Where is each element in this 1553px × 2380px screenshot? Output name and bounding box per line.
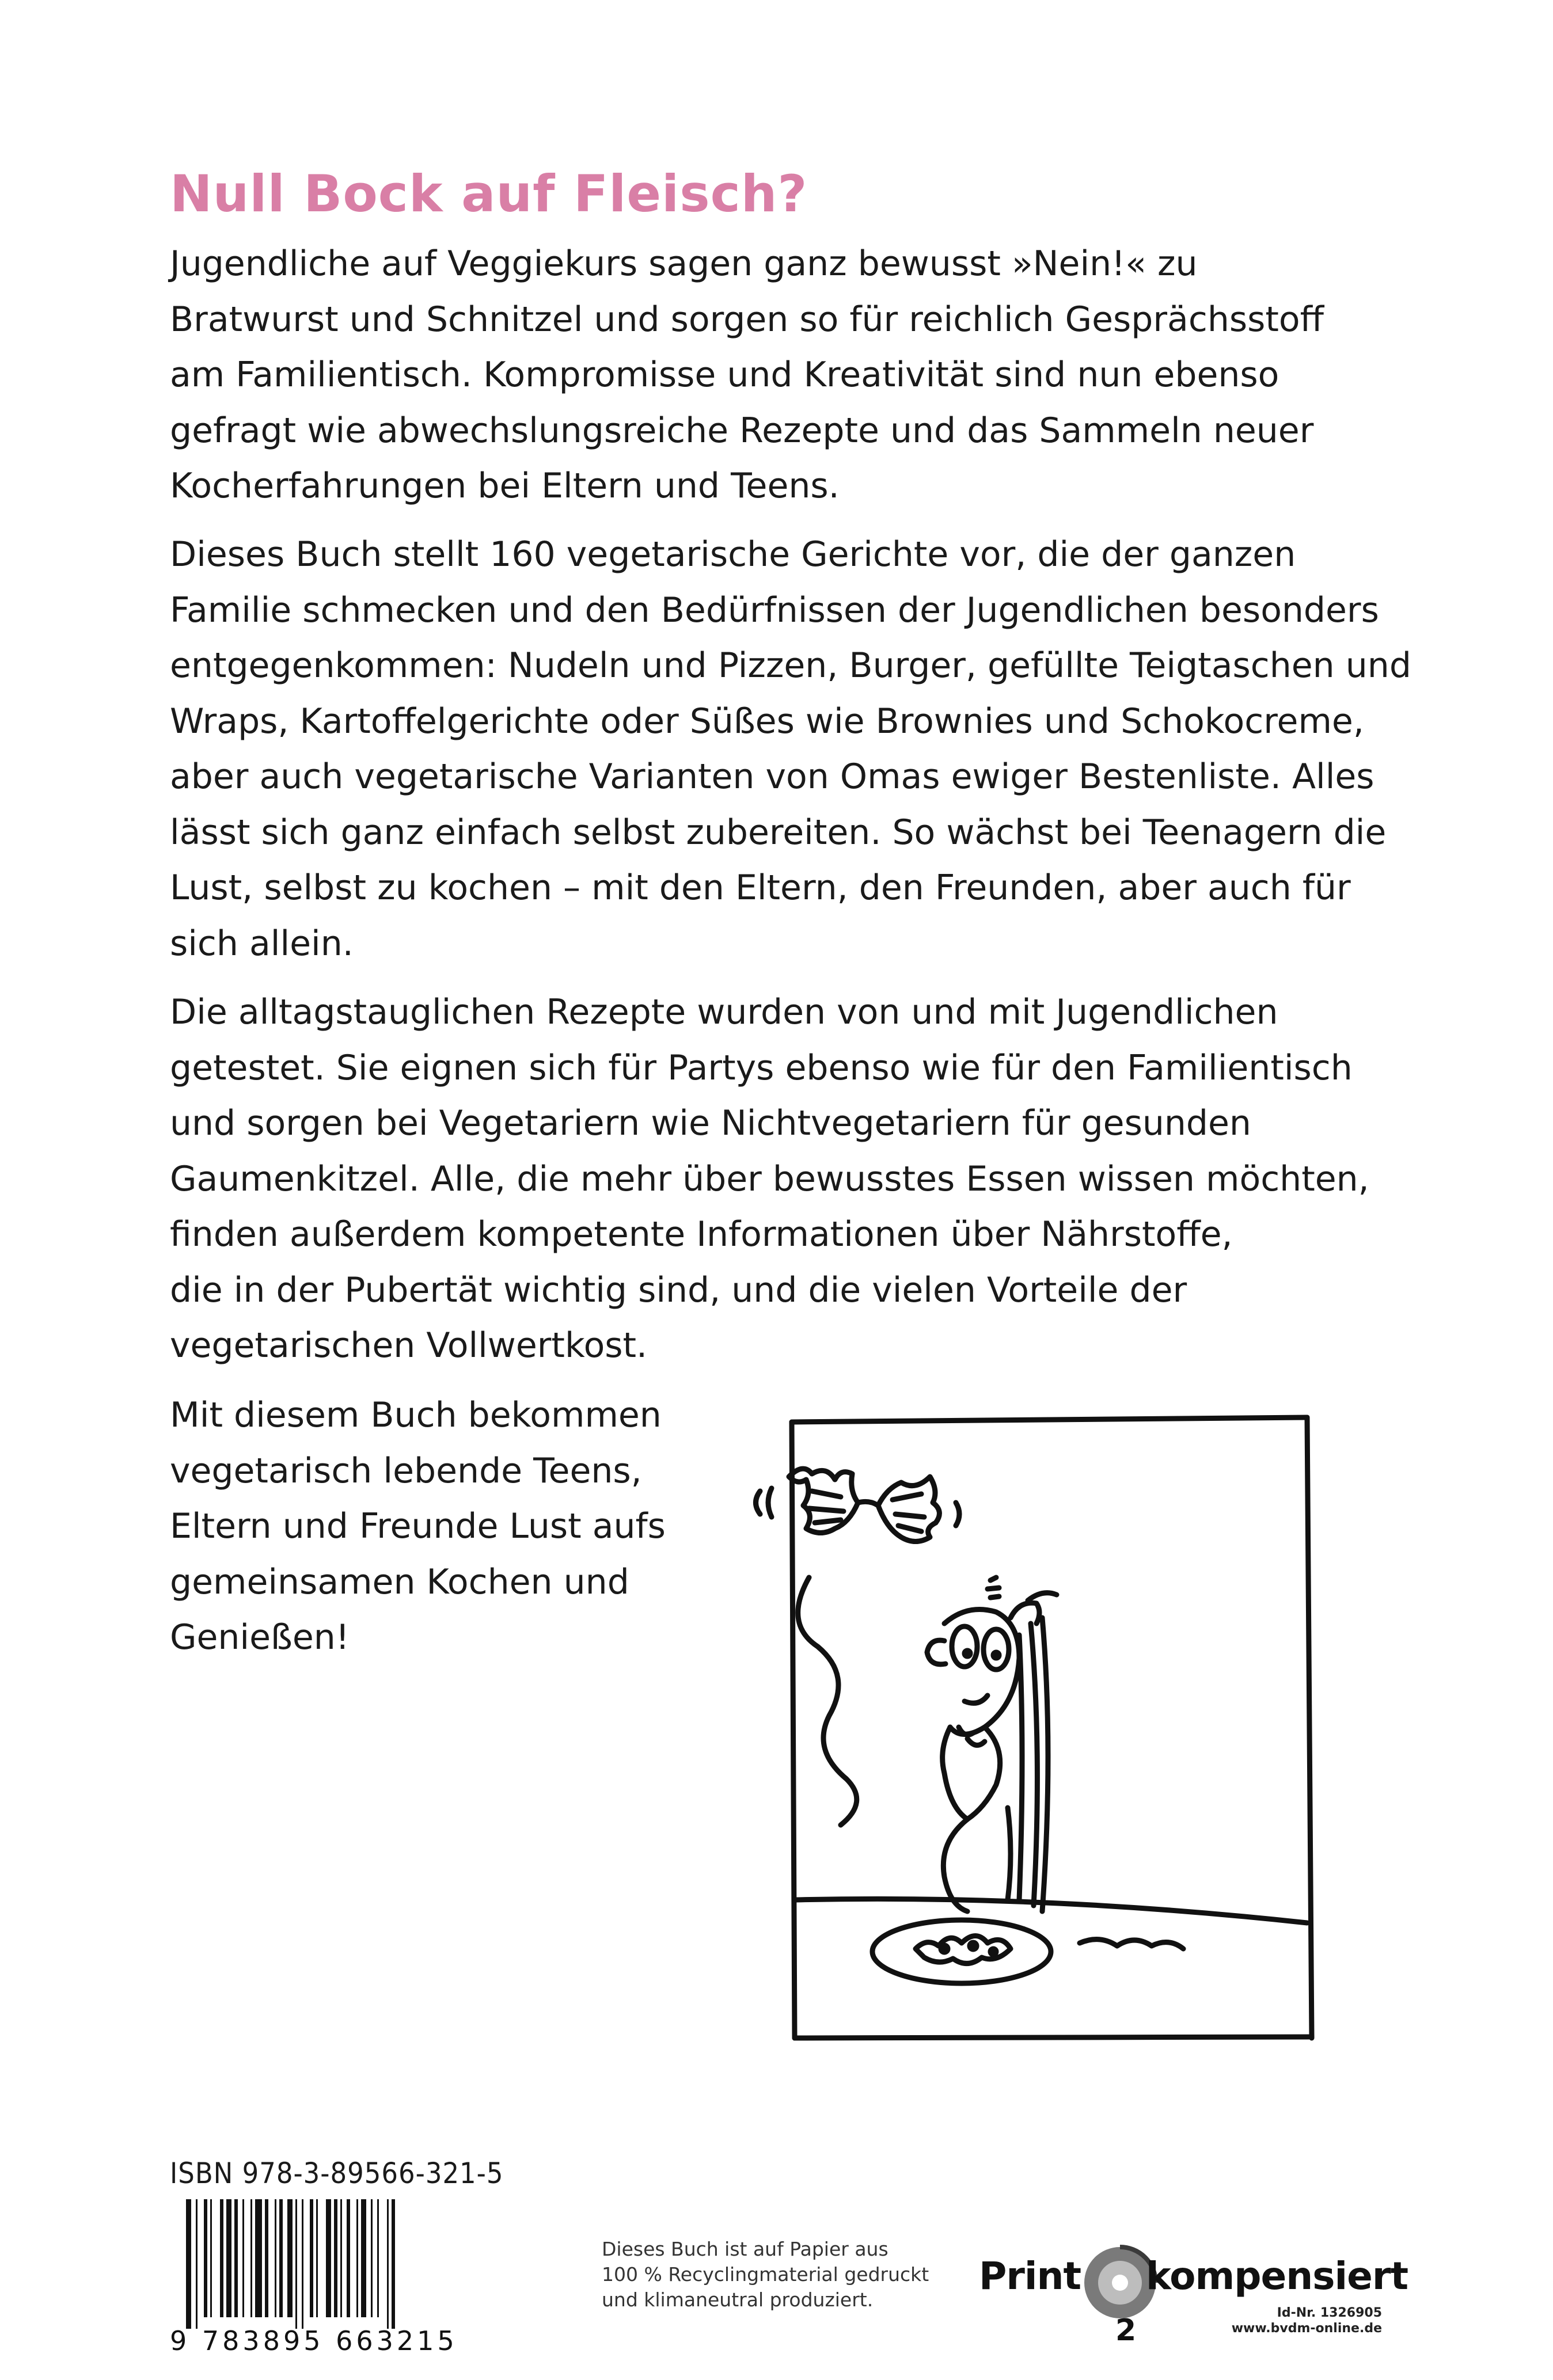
paper-note-line: 100 % Recyclingmaterial gedruckt — [602, 2263, 929, 2286]
barcode-bar — [377, 2199, 379, 2317]
paragraph-recipes — [170, 527, 1411, 971]
frame-right — [1307, 1417, 1312, 2038]
barcode-bar — [295, 2199, 297, 2329]
barcode-bar — [316, 2199, 318, 2317]
table-edge — [795, 1899, 1307, 1923]
barcode-bar — [255, 2199, 262, 2317]
text-line: Familie schmecken und den Bedürfnissen der Jugendlichen besonders — [170, 590, 1379, 630]
text-line: gemeinsamen Kochen und — [170, 1561, 629, 1602]
barcode-bar — [326, 2199, 331, 2317]
barcode-icon — [170, 2199, 504, 2355]
barcode-bar — [392, 2199, 395, 2329]
barcode-bar — [196, 2199, 198, 2329]
barcode-bar — [210, 2199, 212, 2317]
plate-icon — [872, 1920, 1051, 1983]
text-line: Mit diesem Buch bekommen — [170, 1395, 662, 1435]
barcode-bar — [275, 2199, 276, 2317]
text-line: Die alltagstauglichen Rezepte wurden von und mit Jugendlichen — [170, 992, 1278, 1032]
text-line: Lust, selbst zu kochen – mit den Eltern, den Freunden, aber auch für — [170, 868, 1351, 908]
isbn-block — [170, 2156, 527, 2357]
frame-top — [792, 1417, 1307, 1422]
logo-id-number: Id-Nr. 1326905 — [1277, 2306, 1382, 2320]
text-line: getestet. Sie eignen sich für Partys ebenso wie für den Familientisch — [170, 1047, 1353, 1088]
barcode-bar — [186, 2199, 191, 2329]
barcode-bar — [265, 2199, 268, 2317]
barcode-bar — [387, 2199, 389, 2329]
frame-bottom — [795, 2037, 1312, 2038]
barcode-bar — [310, 2199, 313, 2317]
isbn-label: ISBN 978-3-89566-321-5 — [170, 2157, 504, 2190]
logo-word-print: Print — [979, 2254, 1081, 2298]
barcode-digits: 9 783895 663215 — [170, 2325, 458, 2355]
barcode-bar — [361, 2199, 366, 2317]
text-line: lässt sich ganz einfach selbst zubereiten. So wächst bei Teenagern die — [170, 812, 1387, 853]
steam-line — [798, 1577, 857, 1825]
barcode-bar — [234, 2199, 238, 2317]
text-line: Wraps, Kartoffelgerichte oder Süßes wie Brownies und Schokocreme, — [170, 701, 1364, 742]
back-cover-heading: Null Bock auf Fleisch? — [170, 164, 808, 223]
svg-text:2: 2 — [1115, 2313, 1137, 2346]
text-line: sich allein. — [170, 923, 354, 964]
paragraph-closing — [170, 1387, 688, 1666]
text-line: gefragt wie abwechslungsreiche Rezepte und das Sammeln neuer — [170, 410, 1314, 451]
frame-left — [792, 1422, 795, 2038]
text-line: Kocherfahrungen bei Eltern und Teens. — [170, 466, 840, 506]
paper-note — [602, 2237, 929, 2313]
barcode-bar — [287, 2199, 293, 2317]
paper-note-line: Dieses Buch ist auf Papier aus — [602, 2238, 888, 2260]
barcode-bar — [204, 2199, 207, 2317]
fork-icon — [1080, 1940, 1183, 1949]
barcode-bar — [226, 2199, 231, 2317]
paper-note-line: und klimaneutral produziert. — [602, 2288, 874, 2311]
barcode-bar — [334, 2199, 337, 2317]
text-line: Dieses Buch stellt 160 vegetarische Gerichte vor, die der ganzen — [170, 534, 1296, 575]
text-line: aber auch vegetarische Varianten von Omas ewiger Bestenliste. Alles — [170, 756, 1374, 797]
paragraph-intro — [170, 236, 1379, 514]
barcode-bar — [356, 2199, 358, 2317]
text-line: vegetarischen Vollwertkost. — [170, 1325, 648, 1366]
text-line: finden außerdem kompetente Informationen über Nährstoffe, — [170, 1214, 1233, 1254]
cartoon-illustration — [697, 1405, 1319, 2050]
barcode-bar — [279, 2199, 283, 2317]
text-line: Genießen! — [170, 1617, 350, 1657]
barcode-bar — [347, 2199, 350, 2317]
text-line: entgegenkommen: Nudeln und Pizzen, Burger, gefüllte Teigtaschen und — [170, 645, 1411, 686]
text-line: Jugendliche auf Veggiekurs sagen ganz bewusst »Nein!« zu — [170, 244, 1198, 284]
text-line: vegetarisch lebende Teens, — [170, 1450, 642, 1491]
text-line: am Familientisch. Kompromisse und Kreativität sind nun ebenso — [170, 355, 1279, 395]
barcode-bar — [302, 2199, 303, 2329]
print-kompensiert-logo — [979, 2242, 1408, 2358]
barcode-bar — [250, 2199, 252, 2317]
paragraph-tested — [170, 984, 1379, 1374]
text-line: und sorgen bei Vegetariern wie Nichtvegetariern für gesunden — [170, 1103, 1251, 1143]
text-line: Gaumenkitzel. Alle, die mehr über bewusstes Essen wissen möchten, — [170, 1158, 1369, 1199]
barcode-bar — [340, 2199, 342, 2317]
girl-figure — [927, 1577, 1057, 1911]
barcode-bar — [242, 2199, 244, 2317]
text-line: Eltern und Freunde Lust aufs — [170, 1506, 666, 1546]
barcode-bar — [220, 2199, 223, 2317]
text-line: die in der Pubertät wichtig sind, und die vielen Vorteile der — [170, 1269, 1187, 1310]
farfalle-pasta-icon — [756, 1469, 960, 1541]
logo-word-kompensiert: kompensiert — [1146, 2254, 1408, 2298]
text-line: Bratwurst und Schnitzel und sorgen so für reichlich Gesprächsstoff — [170, 299, 1324, 340]
barcode-bar — [371, 2199, 373, 2317]
logo-url: www.bvdm-online.de — [1231, 2321, 1382, 2336]
